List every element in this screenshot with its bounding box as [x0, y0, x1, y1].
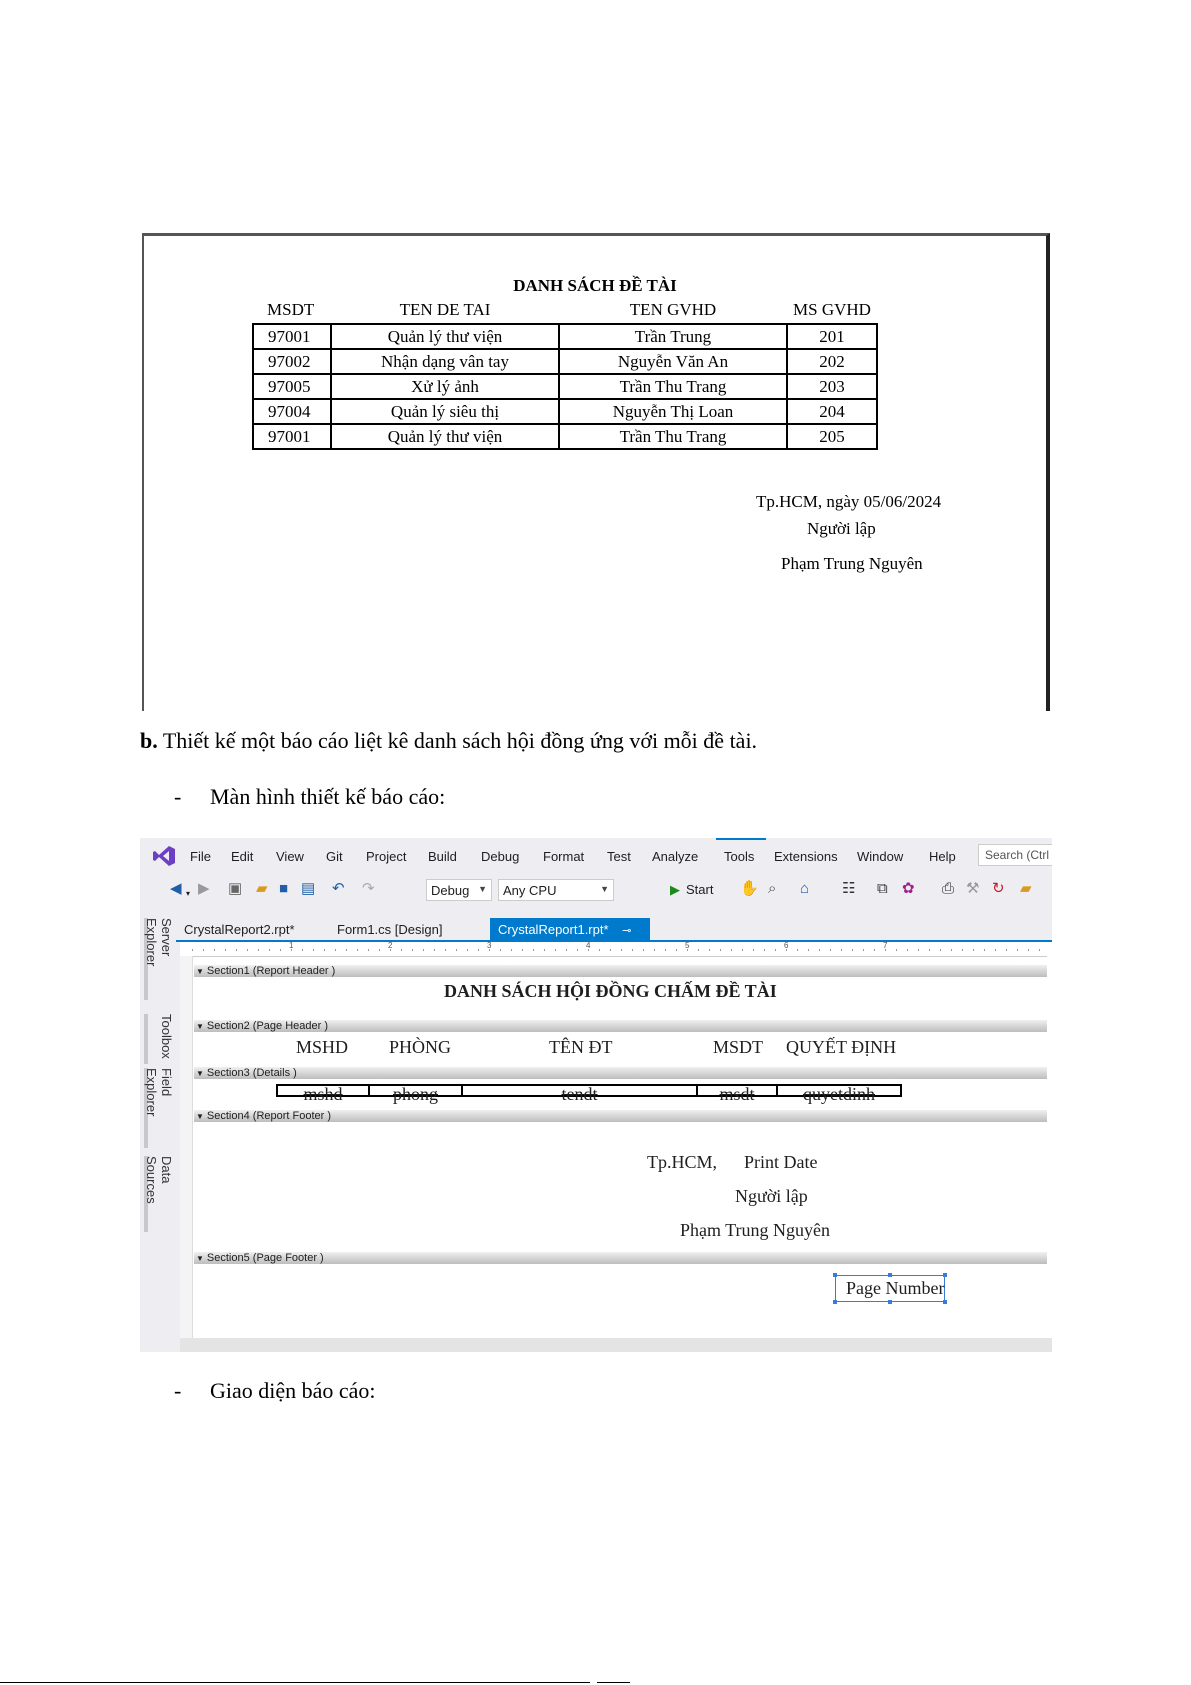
header-mshd[interactable]: MSHD	[296, 1037, 349, 1057]
search-box[interactable]: Search (Ctrl	[978, 844, 1052, 866]
cell: 97002	[253, 349, 331, 374]
menu-bar	[140, 838, 1052, 872]
ruler-mark: 1	[289, 941, 294, 950]
table-row	[253, 324, 877, 349]
configuration-value: Debug	[431, 883, 470, 898]
chevron-down-icon: ▼	[600, 884, 609, 894]
cell: 97005	[253, 374, 331, 399]
horizontal-ruler	[192, 942, 1047, 957]
field-msdt[interactable]: msdt	[696, 1084, 776, 1097]
page-footer-rule	[597, 1682, 630, 1683]
cell: Nhận dạng vân tay	[331, 349, 559, 374]
design-report-title[interactable]: DANH SÁCH HỘI ĐỒNG CHẤM ĐỀ TÀI	[444, 981, 777, 1001]
table-row	[253, 424, 877, 449]
section-label: Section4 (Report Footer )	[206, 1110, 332, 1122]
cell: Quản lý thư viện	[331, 324, 559, 349]
bullet-dash: -	[174, 1378, 182, 1403]
tab-crystalreport1-label: CrystalReport1.rpt*	[498, 922, 609, 937]
start-label: Start	[686, 882, 714, 897]
menu-test[interactable]: Test	[607, 849, 631, 864]
field-explorer-tab[interactable]: Field Explorer	[144, 1068, 174, 1148]
section-report-header[interactable]	[194, 965, 1047, 977]
menu-extensions[interactable]: Extensions	[774, 849, 838, 864]
export-icon[interactable]: ▰	[1020, 880, 1032, 897]
configuration-select[interactable]	[426, 879, 492, 901]
col-msdt: MSDT	[267, 300, 315, 319]
col-ten-de-tai: TEN DE TAI	[399, 300, 491, 319]
pin-icon[interactable]: ⊸	[622, 925, 632, 937]
cell: 203	[787, 374, 877, 399]
resize-handle[interactable]	[888, 1300, 892, 1304]
table-row	[253, 349, 877, 374]
section-page-footer[interactable]	[194, 1252, 1047, 1264]
cell: 202	[787, 349, 877, 374]
platform-value: Any CPU	[503, 883, 557, 898]
tab-form1-design[interactable]: Form1.cs [Design]	[337, 922, 443, 937]
cell: Trần Thu Trang	[559, 424, 787, 449]
save-all-icon[interactable]: ▤	[301, 880, 316, 897]
resize-handle[interactable]	[888, 1273, 892, 1277]
cell: 97001	[253, 324, 331, 349]
open-folder-icon[interactable]: ▰	[256, 880, 268, 897]
field-mshd[interactable]: mshd	[276, 1084, 368, 1097]
header-phong[interactable]: PHÒNG	[389, 1037, 452, 1057]
chevron-down-icon: ▼	[478, 884, 487, 894]
resize-handle[interactable]	[833, 1273, 837, 1277]
menu-build[interactable]: Build	[428, 849, 457, 864]
field-phong[interactable]: phong	[368, 1084, 461, 1097]
ruler-mark: 2	[388, 941, 393, 950]
ruler-mark: 7	[883, 941, 888, 950]
redo-icon[interactable]: ↷	[362, 880, 375, 897]
forward-icon[interactable]: ▶	[198, 880, 210, 897]
cell: Nguyễn Thị Loan	[559, 399, 787, 424]
bullet-report-interface: Giao diện báo cáo:	[210, 1378, 376, 1403]
cell: 205	[787, 424, 877, 449]
menu-help[interactable]: Help	[929, 849, 956, 864]
cell: Xử lý ảnh	[331, 374, 559, 399]
collapse-icon[interactable]: ▼	[196, 1254, 204, 1263]
save-icon[interactable]: ■	[279, 880, 289, 897]
header-quyet-dinh[interactable]: QUYẾT ĐỊNH	[786, 1037, 897, 1057]
visual-studio-logo-icon	[152, 845, 176, 867]
page-number-label: Page Number	[846, 1278, 945, 1298]
database-icon[interactable]: ✿	[902, 880, 915, 897]
home-icon[interactable]: ⌂	[800, 880, 810, 897]
refresh-icon[interactable]: ↻	[992, 880, 1005, 897]
section-details[interactable]	[194, 1067, 1047, 1079]
bullet-design-screen: Màn hình thiết kế báo cáo:	[210, 784, 446, 809]
connect-icon[interactable]: ⧉	[877, 880, 888, 897]
report-title: DANH SÁCH ĐỀ TÀI	[513, 276, 677, 295]
play-icon: ▶	[670, 882, 680, 897]
platform-select[interactable]	[498, 879, 614, 901]
report-preview	[142, 233, 1050, 711]
section-report-footer[interactable]	[194, 1110, 1047, 1122]
section-b-heading	[140, 728, 757, 754]
menu-debug[interactable]: Debug	[481, 849, 520, 864]
cell: 201	[787, 324, 877, 349]
col-ms-gvhd: MS GVHD	[793, 300, 871, 319]
back-icon[interactable]: ◀	[170, 880, 182, 897]
collapse-icon[interactable]: ▼	[196, 967, 204, 976]
ruler-mark: 3	[487, 941, 492, 950]
tools-icon[interactable]: ⚒	[966, 880, 980, 897]
server-explorer-tab[interactable]: Server Explorer	[144, 918, 174, 1000]
new-item-icon[interactable]: ▣	[228, 880, 243, 897]
footer-creator-label[interactable]: Người lập	[735, 1186, 808, 1206]
menu-format[interactable]: Format	[543, 849, 585, 864]
cell: Trần Thu Trang	[559, 374, 787, 399]
start-button[interactable]	[670, 882, 713, 898]
collapse-icon[interactable]: ▼	[196, 1022, 204, 1031]
hot-reload-icon[interactable]: ✋	[740, 880, 759, 897]
section-label: Section3 (Details )	[206, 1067, 297, 1079]
creator-label: Người lập	[807, 519, 876, 538]
cell: 204	[787, 399, 877, 424]
header-ten-dt[interactable]: TÊN ĐT	[549, 1037, 613, 1057]
tool-window-sidebar	[140, 918, 176, 1352]
section-b-text: Thiết kế một báo cáo liệt kê danh sách hội đồng ứng với mỗi đề tài.	[162, 728, 758, 753]
ruler-mark: 4	[586, 941, 591, 950]
table-row	[253, 374, 877, 399]
toolbox-tab[interactable]: Toolbox	[144, 1014, 174, 1064]
creator-name: Phạm Trung Nguyên	[781, 554, 923, 573]
menu-project[interactable]: Project	[366, 849, 407, 864]
section-label: Section1 (Report Header )	[206, 965, 336, 977]
field-tendt[interactable]: tendt	[461, 1084, 696, 1097]
undo-icon[interactable]: ↶	[332, 880, 345, 897]
cell: 97004	[253, 399, 331, 424]
menu-edit[interactable]: Edit	[231, 849, 254, 864]
cell: Nguyễn Văn An	[559, 349, 787, 374]
cell: Quản lý siêu thị	[331, 399, 559, 424]
table-row	[253, 399, 877, 424]
menu-tools[interactable]: Tools	[724, 849, 755, 864]
menu-window[interactable]: Window	[857, 849, 904, 864]
menu-git[interactable]: Git	[326, 849, 343, 864]
resize-handle[interactable]	[943, 1273, 947, 1277]
vs-designer-screenshot	[140, 838, 1052, 1352]
bullet-dash: -	[174, 784, 182, 809]
page-footer-rule	[0, 1682, 590, 1683]
vertical-ruler	[180, 956, 193, 1352]
footer-creator-name[interactable]: Phạm Trung Nguyên	[680, 1220, 831, 1240]
find-in-files-icon[interactable]: ⌕	[768, 880, 777, 897]
data-sources-tab[interactable]: Data Sources	[144, 1156, 174, 1232]
cell: Quản lý thư viện	[331, 424, 559, 449]
section-label: Section2 (Page Header )	[206, 1020, 328, 1032]
collapse-icon[interactable]: ▼	[196, 1069, 204, 1078]
menu-view[interactable]: View	[276, 849, 304, 864]
section-label: Section5 (Page Footer )	[206, 1252, 324, 1264]
col-ten-gvhd: TEN GVHD	[629, 300, 717, 319]
field-quyetdinh[interactable]: quyetdinh	[776, 1084, 902, 1097]
resize-handle[interactable]	[943, 1300, 947, 1304]
document-tabs	[176, 918, 1052, 942]
tab-crystalreport1[interactable]	[490, 918, 650, 940]
ruler-mark: 6	[784, 941, 789, 950]
tab-crystalreport2[interactable]: CrystalReport2.rpt*	[184, 922, 295, 937]
section-b-label: b.	[140, 728, 158, 753]
ruler-mark: 5	[685, 941, 690, 950]
page-number-field[interactable]	[835, 1275, 945, 1302]
menu-analyze[interactable]: Analyze	[652, 849, 699, 864]
header-msdt[interactable]: MSDT	[713, 1037, 764, 1057]
resize-handle[interactable]	[833, 1300, 837, 1304]
print-date-field[interactable]: Print Date	[744, 1152, 818, 1172]
collapse-icon[interactable]: ▼	[196, 1112, 204, 1121]
date-line: Tp.HCM, ngày 05/06/2024	[756, 492, 942, 511]
section-page-header[interactable]	[194, 1020, 1047, 1032]
cell: Trần Trung	[559, 324, 787, 349]
menu-file[interactable]: File	[190, 849, 211, 864]
back-dropdown-icon[interactable]: ▾	[186, 889, 191, 898]
topic-table	[252, 298, 878, 450]
canvas-bottom-strip	[180, 1338, 1052, 1352]
footer-city-text[interactable]: Tp.HCM,	[647, 1152, 718, 1172]
report-options-icon[interactable]: ⎙	[942, 880, 955, 897]
cell: 97001	[253, 424, 331, 449]
field-explorer-toggle-icon[interactable]: ☷	[842, 880, 856, 897]
